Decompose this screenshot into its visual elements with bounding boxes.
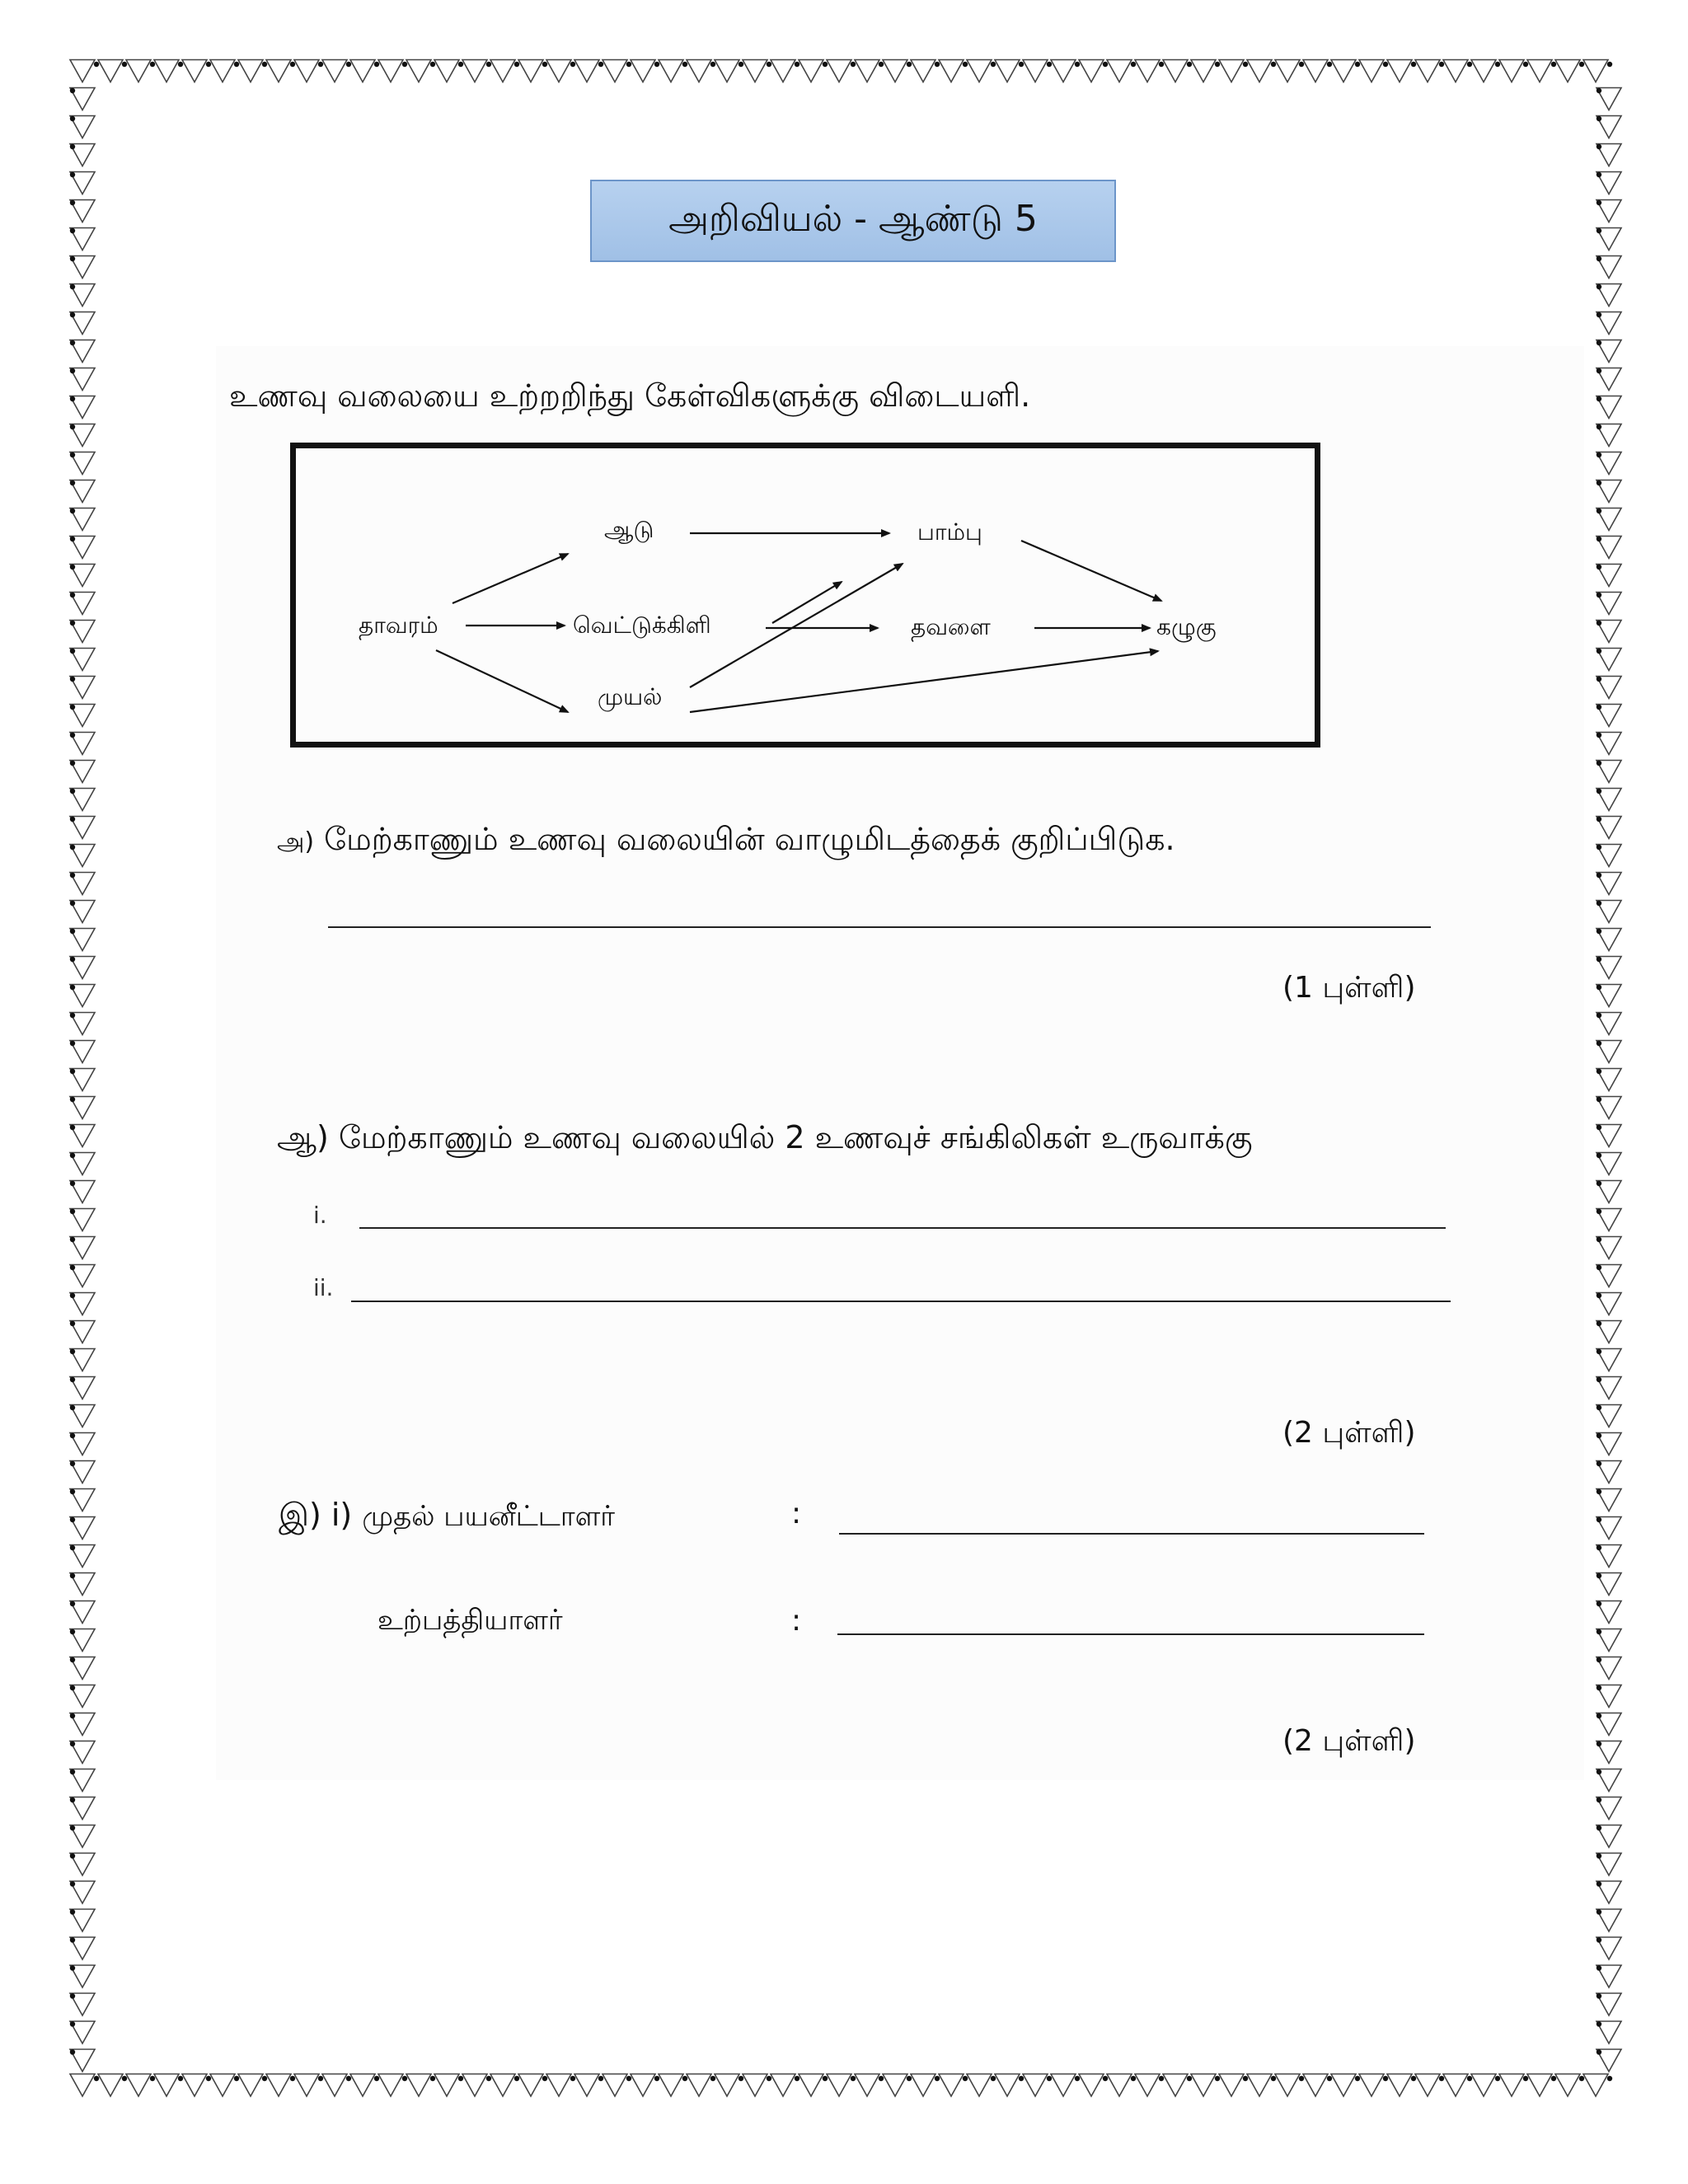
question-a — [277, 821, 1175, 862]
arrow-grasshopper-snake — [772, 582, 842, 623]
colon-first-consumer: : — [791, 1497, 802, 1530]
answer-line-b-ii[interactable] — [351, 1301, 1451, 1302]
answer-line-first-consumer[interactable] — [839, 1533, 1424, 1535]
question-a-text: மேற்காணும் உணவு வலையின் வாழுமிடத்தைக் குறிப்பிடுக. — [324, 821, 1175, 857]
arrow-plant-goat — [452, 554, 568, 603]
item-i-label: i. — [313, 1202, 327, 1229]
instruction-text: உணவு வலையை உற்றறிந்து கேள்விகளுக்கு விடையளி. — [229, 377, 1031, 414]
answer-line-b-i[interactable] — [359, 1227, 1446, 1229]
marks-a: (1 புள்ளி) — [1282, 971, 1416, 1005]
colon-producer: : — [791, 1604, 802, 1638]
arrow-plant-rabbit — [436, 650, 568, 712]
node-rabbit: முயல் — [598, 683, 663, 710]
worksheet-title: அறிவியல் - ஆண்டு 5 — [668, 197, 1038, 240]
node-plant: தாவரம் — [359, 612, 438, 639]
item-ii-label: ii. — [313, 1274, 334, 1301]
question-b-text: மேற்காணும் உணவு வலையில் 2 உணவுச் சங்கிலிகள் உருவாக்கு — [338, 1119, 1253, 1155]
question-c — [279, 1497, 615, 1538]
food-web-arrows — [296, 448, 1315, 742]
first-consumer-label: முதல் பயனீட்டாளர் — [362, 1500, 616, 1533]
answer-line-a[interactable] — [328, 926, 1431, 928]
arrow-rabbit-snake — [690, 564, 903, 687]
marks-c: (2 புள்ளி) — [1282, 1724, 1416, 1758]
arrow-snake-eagle — [1021, 541, 1161, 601]
answer-line-producer[interactable] — [837, 1633, 1424, 1635]
marks-b: (2 புள்ளி) — [1282, 1416, 1416, 1450]
node-snake: பாம்பு — [917, 518, 982, 546]
question-b-label: ஆ) — [277, 1119, 329, 1155]
node-goat: ஆடு — [604, 516, 654, 543]
question-c-label: இ) i) — [279, 1497, 353, 1533]
producer-label: உற்பத்தியாளர் — [377, 1604, 563, 1637]
food-web-diagram — [290, 443, 1320, 748]
question-a-label: அ) — [277, 827, 315, 856]
worksheet-title-box — [590, 180, 1116, 262]
node-frog: தவளை — [911, 613, 991, 640]
question-b — [277, 1119, 1253, 1160]
arrow-rabbit-eagle — [690, 651, 1158, 712]
node-eagle: கழுகு — [1156, 613, 1217, 640]
node-grasshopper: வெட்டுக்கிளி — [573, 612, 711, 639]
